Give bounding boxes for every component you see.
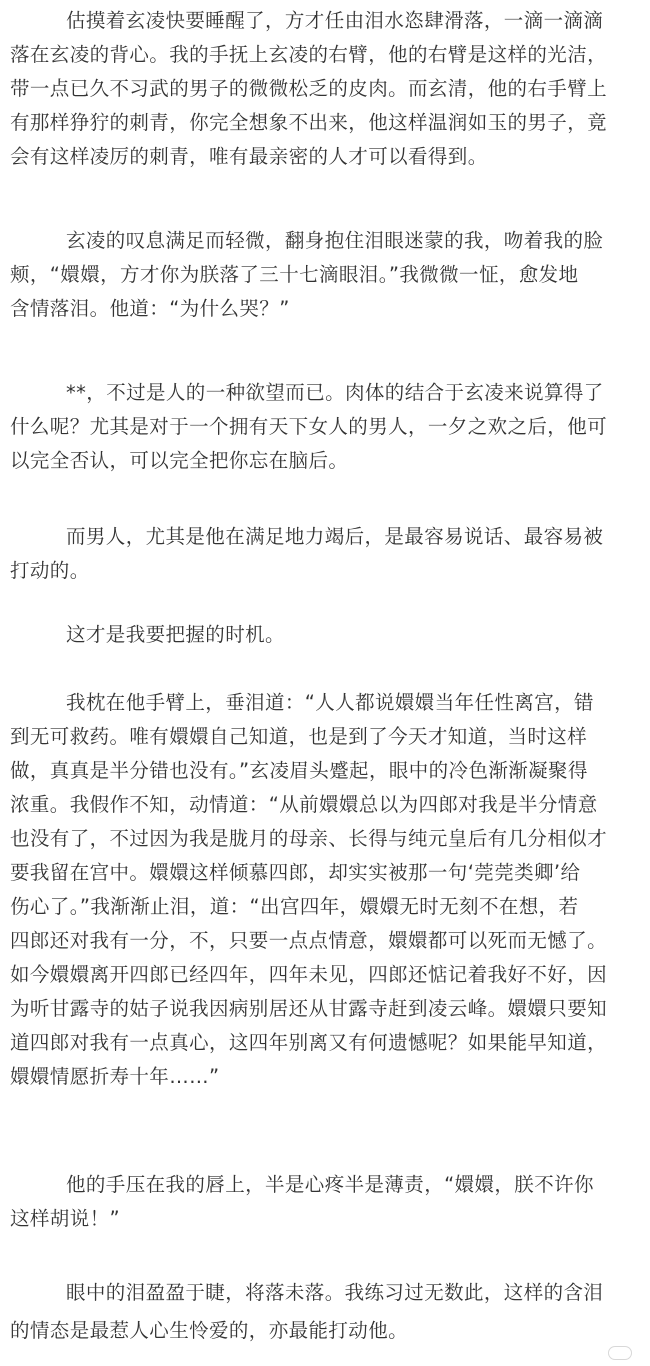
- text-line: 颊，“嬛嬛，方才你为朕落了三十七滴眼泪。”我微微一怔，愈发地: [10, 263, 579, 286]
- weibo-logo-icon: [608, 1346, 632, 1360]
- text-line: 为听甘露寺的姑子说我因病别居还从甘露寺赶到凌云峰。嬛嬛只要知: [10, 997, 608, 1020]
- text-line: 他的手压在我的唇上，半是心疼半是薄责，“嬛嬛，朕不许你: [66, 1173, 594, 1196]
- text-line: 玄凌的叹息满足而轻微，翻身抱住泪眼迷蒙的我，吻着我的脸: [66, 229, 604, 252]
- text-line: 眼中的泪盈盈于睫，将落未落。我练习过无数此，这样的含泪: [66, 1281, 604, 1304]
- watermark: [608, 1346, 632, 1360]
- text-line: 道四郎对我有一点真心，这四年别离又有何遗憾呢？如果能早知道，: [10, 1031, 608, 1054]
- text-line: 这才是我要把握的时机。: [66, 623, 285, 646]
- text-line: 以完全否认，可以完全把你忘在脑后。: [10, 449, 349, 472]
- text-line: **，不过是人的一种欲望而已。肉体的结合于玄凌来说算得了: [66, 381, 604, 404]
- text-line: 什么呢？尤其是对于一个拥有天下女人的男人，一夕之欢之后，他可: [10, 415, 608, 438]
- text-line: 要我留在宫中。嬛嬛这样倾慕四郎，却实实被那一句‘莞莞类卿’给: [10, 861, 581, 884]
- text-line: 带一点已久不习武的男子的微微松乏的皮肉。而玄清，他的右手臂上: [10, 77, 608, 100]
- text-line: 这样胡说！”: [10, 1207, 121, 1230]
- text-line: 而男人，尤其是他在满足地力竭后，是最容易说话、最容易被: [66, 525, 604, 548]
- text-line: 的情态是最惹人心生怜爱的，亦最能打动他。: [10, 1319, 409, 1342]
- text-line: 如今嬛嬛离开四郎已经四年，四年未见，四郎还惦记着我好不好，因: [10, 963, 608, 986]
- text-line: 四郎还对我有一分，不，只要一点点情意，嬛嬛都可以死而无憾了。: [10, 929, 608, 952]
- text-line: 我枕在他手臂上，垂泪道：“人人都说嬛嬛当年任性离宫，错: [66, 691, 594, 714]
- text-line: 也没有了，不过因为我是胧月的母亲、长得与纯元皇后有几分相似才: [10, 827, 608, 850]
- text-line: 有那样狰狞的刺青，你完全想象不出来，他这样温润如玉的男子，竟: [10, 111, 608, 134]
- text-line: 打动的。: [10, 559, 90, 582]
- text-line: 伤心了。”我渐渐止泪，道：“出宫四年，嬛嬛无时无刻不在想，若: [10, 895, 579, 918]
- text-line: 含情落泪。他道：“为什么哭？”: [10, 297, 290, 320]
- text-line: 做，真真是半分错也没有。”玄凌眉头蹙起，眼中的冷色渐渐凝聚得: [10, 759, 588, 782]
- text-line: 到无可救药。唯有嬛嬛自己知道，也是到了今天才知道，当时这样: [10, 725, 588, 748]
- text-line: 会有这样凌厉的刺青，唯有最亲密的人才可以看得到。: [10, 145, 488, 168]
- text-line: 估摸着玄凌快要睡醒了，方才任由泪水恣肆滑落，一滴一滴滴: [66, 9, 604, 32]
- text-line: 落在玄凌的背心。我的手抚上玄凌的右臂，他的右臂是这样的光洁，: [10, 43, 608, 66]
- text-line: 浓重。我假作不知，动情道：“从前嬛嬛总以为四郎对我是半分情意: [10, 793, 598, 816]
- text-line: 嬛嬛情愿折寿十年……”: [10, 1065, 220, 1088]
